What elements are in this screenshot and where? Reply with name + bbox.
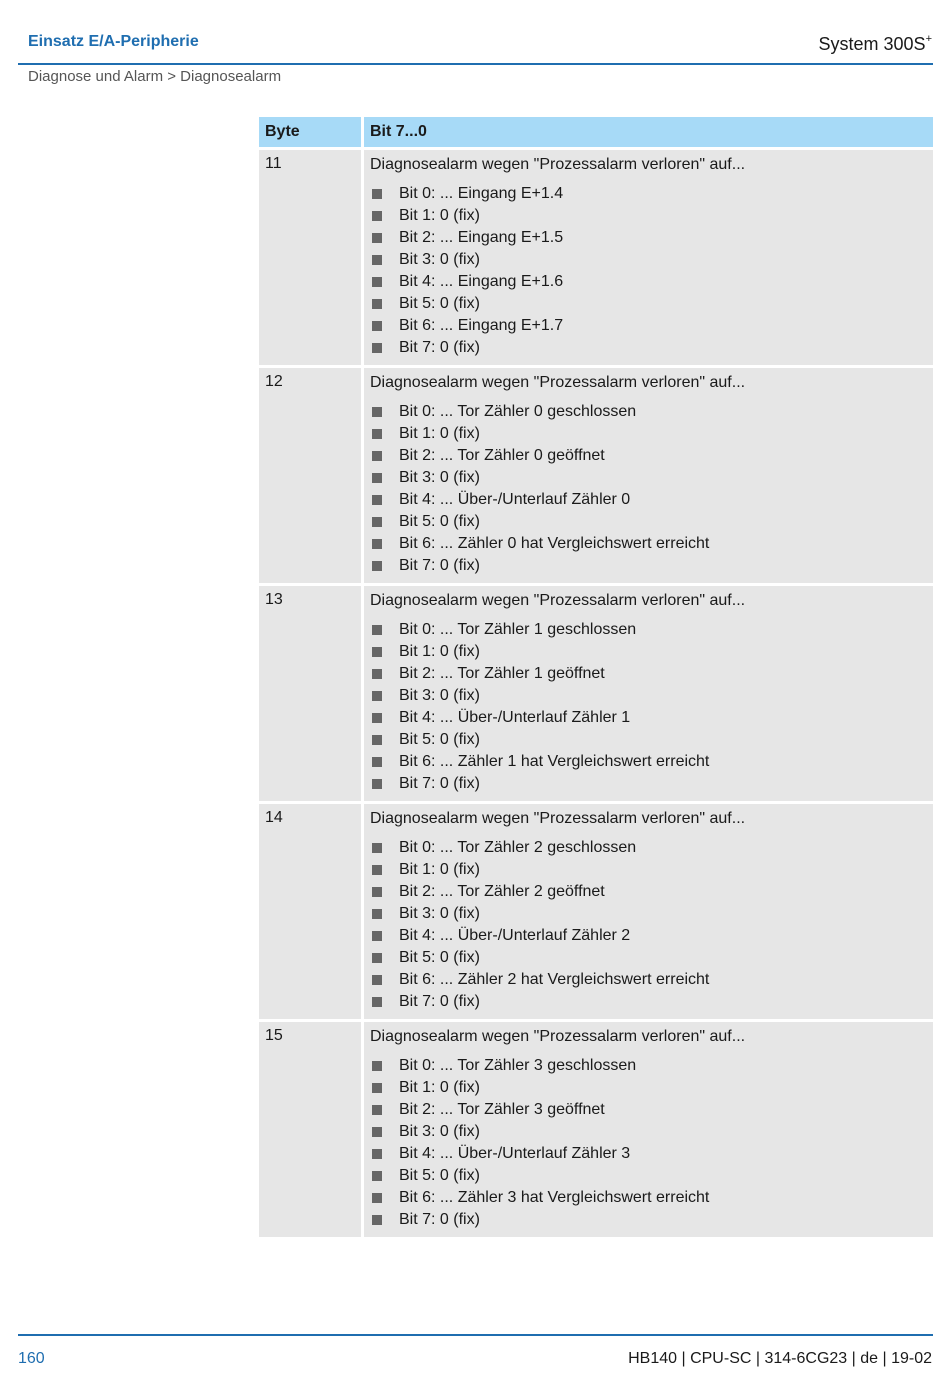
bit-description: Bit 2: ... Eingang E+1.5 [399,229,564,246]
list-item [370,467,927,489]
bit-description: Bit 0: ... Tor Zähler 1 geschlossen [399,621,637,638]
table-row [259,368,933,583]
bit-description: Bit 5: 0 (fix) [399,513,480,530]
square-bullet-icon [372,625,382,635]
bit-description: Bit 6: ... Zähler 3 hat Vergleichswert erreicht [399,1189,710,1206]
bit-description: Bit 2: ... Tor Zähler 2 geöffnet [399,883,605,900]
square-bullet-icon [372,1215,382,1225]
list-item [370,969,927,991]
bit-description: Bit 2: ... Tor Zähler 0 geöffnet [399,447,605,464]
list-item [370,925,927,947]
system-name [819,33,933,55]
document-reference: HB140 | CPU-SC | 314-6CG23 | de | 19-02 [628,1350,932,1367]
square-bullet-icon [372,975,382,985]
square-bullet-icon [372,887,382,897]
square-bullet-icon [372,757,382,767]
bit-description: Bit 7: 0 (fix) [399,339,480,356]
column-header-byte: Byte [259,117,361,147]
square-bullet-icon [372,691,382,701]
square-bullet-icon [372,407,382,417]
square-bullet-icon [372,451,382,461]
square-bullet-icon [372,1171,382,1181]
bit-description: Bit 6: ... Eingang E+1.7 [399,317,564,334]
bit-description: Bit 3: 0 (fix) [399,251,480,268]
list-item [370,903,927,925]
bit-description: Bit 3: 0 (fix) [399,1123,480,1140]
bit-description: Bit 7: 0 (fix) [399,1211,480,1228]
bit-description: Bit 0: ... Tor Zähler 0 geschlossen [399,403,637,420]
list-item [370,337,927,359]
square-bullet-icon [372,277,382,287]
list-item [370,1121,927,1143]
bits-cell [364,1022,933,1237]
breadcrumb: Diagnose und Alarm > Diagnosealarm [28,68,282,85]
list-item [370,315,927,337]
square-bullet-icon [372,865,382,875]
bit-description: Bit 7: 0 (fix) [399,557,480,574]
bit-description: Bit 6: ... Zähler 0 hat Vergleichswert erreicht [399,535,710,552]
square-bullet-icon [372,1083,382,1093]
list-item [370,685,927,707]
square-bullet-icon [372,189,382,199]
list-item [370,859,927,881]
list-item [370,1143,927,1165]
bit-description: Bit 7: 0 (fix) [399,993,480,1010]
list-item [370,205,927,227]
bit-list [370,401,927,577]
square-bullet-icon [372,233,382,243]
square-bullet-icon [372,1193,382,1203]
bit-description: Bit 3: 0 (fix) [399,687,480,704]
square-bullet-icon [372,713,382,723]
square-bullet-icon [372,429,382,439]
square-bullet-icon [372,997,382,1007]
byte-cell: 15 [259,1022,361,1237]
list-item [370,423,927,445]
header-divider [18,63,933,65]
bit-description: Bit 1: 0 (fix) [399,861,480,878]
bit-description: Bit 4: ... Über-/Unterlauf Zähler 0 [399,491,631,508]
square-bullet-icon [372,495,382,505]
square-bullet-icon [372,321,382,331]
square-bullet-icon [372,647,382,657]
list-item [370,401,927,423]
list-item [370,555,927,577]
list-item [370,663,927,685]
bit-description: Bit 4: ... Über-/Unterlauf Zähler 2 [399,927,631,944]
list-item [370,489,927,511]
square-bullet-icon [372,953,382,963]
system-name-suffix: + [925,33,932,45]
bits-cell [364,368,933,583]
table-header-row [259,117,933,147]
bit-description: Bit 4: ... Über-/Unterlauf Zähler 3 [399,1145,631,1162]
bit-description: Bit 2: ... Tor Zähler 1 geöffnet [399,665,605,682]
list-item [370,729,927,751]
square-bullet-icon [372,343,382,353]
bit-description: Bit 6: ... Zähler 2 hat Vergleichswert erreicht [399,971,710,988]
square-bullet-icon [372,299,382,309]
square-bullet-icon [372,211,382,221]
list-item [370,991,927,1013]
square-bullet-icon [372,1127,382,1137]
bits-cell [364,150,933,365]
row-description: Diagnosealarm wegen "Prozessalarm verloren" auf... [370,1028,746,1045]
bit-list [370,1055,927,1231]
row-description: Diagnosealarm wegen "Prozessalarm verloren" auf... [370,592,746,609]
page-number: 160 [18,1350,45,1367]
square-bullet-icon [372,539,382,549]
list-item [370,1099,927,1121]
list-item [370,1187,927,1209]
bit-description: Bit 4: ... Über-/Unterlauf Zähler 1 [399,709,631,726]
row-description: Diagnosealarm wegen "Prozessalarm verloren" auf... [370,810,746,827]
bit-list [370,619,927,795]
footer-divider [18,1334,933,1336]
bit-description: Bit 7: 0 (fix) [399,775,480,792]
bit-description: Bit 1: 0 (fix) [399,643,480,660]
bit-description: Bit 3: 0 (fix) [399,469,480,486]
list-item [370,183,927,205]
bit-description: Bit 3: 0 (fix) [399,905,480,922]
bit-description: Bit 5: 0 (fix) [399,1167,480,1184]
square-bullet-icon [372,1105,382,1115]
list-item [370,511,927,533]
square-bullet-icon [372,561,382,571]
list-item [370,1055,927,1077]
list-item [370,707,927,729]
bits-cell [364,586,933,801]
bits-cell [364,804,933,1019]
bit-description: Bit 5: 0 (fix) [399,295,480,312]
bit-description: Bit 5: 0 (fix) [399,731,480,748]
list-item [370,1077,927,1099]
list-item [370,293,927,315]
bit-list [370,183,927,359]
system-name-text: System 300S [818,34,926,54]
list-item [370,947,927,969]
row-description: Diagnosealarm wegen "Prozessalarm verloren" auf... [370,374,746,391]
square-bullet-icon [372,779,382,789]
table-row [259,586,933,801]
table-row [259,804,933,1019]
table-row [259,1022,933,1237]
list-item [370,1165,927,1187]
list-item [370,1209,927,1231]
byte-cell: 11 [259,150,361,365]
list-item [370,619,927,641]
row-description: Diagnosealarm wegen "Prozessalarm verloren" auf... [370,156,746,173]
bit-description: Bit 0: ... Tor Zähler 2 geschlossen [399,839,637,856]
bit-list [370,837,927,1013]
byte-cell: 13 [259,586,361,801]
diagnosis-table-container [259,117,933,1237]
list-item [370,227,927,249]
bit-description: Bit 5: 0 (fix) [399,949,480,966]
byte-cell: 12 [259,368,361,583]
list-item [370,445,927,467]
bit-description: Bit 0: ... Eingang E+1.4 [399,185,564,202]
table-body [259,150,933,1237]
square-bullet-icon [372,909,382,919]
bit-description: Bit 1: 0 (fix) [399,207,480,224]
bit-description: Bit 1: 0 (fix) [399,425,480,442]
square-bullet-icon [372,843,382,853]
table-row [259,150,933,365]
square-bullet-icon [372,255,382,265]
square-bullet-icon [372,517,382,527]
list-item [370,881,927,903]
square-bullet-icon [372,931,382,941]
square-bullet-icon [372,1149,382,1159]
column-header-bits: Bit 7...0 [364,117,933,147]
list-item [370,641,927,663]
bit-description: Bit 1: 0 (fix) [399,1079,480,1096]
bit-description: Bit 2: ... Tor Zähler 3 geöffnet [399,1101,605,1118]
list-item [370,533,927,555]
list-item [370,271,927,293]
bit-description: Bit 6: ... Zähler 1 hat Vergleichswert erreicht [399,753,710,770]
section-title: Einsatz E/A-Peripherie [28,33,199,50]
diagnosis-table [256,114,936,1240]
byte-cell: 14 [259,804,361,1019]
bit-description: Bit 0: ... Tor Zähler 3 geschlossen [399,1057,637,1074]
square-bullet-icon [372,473,382,483]
square-bullet-icon [372,735,382,745]
square-bullet-icon [372,1061,382,1071]
list-item [370,837,927,859]
list-item [370,773,927,795]
list-item [370,249,927,271]
bit-description: Bit 4: ... Eingang E+1.6 [399,273,564,290]
square-bullet-icon [372,669,382,679]
list-item [370,751,927,773]
